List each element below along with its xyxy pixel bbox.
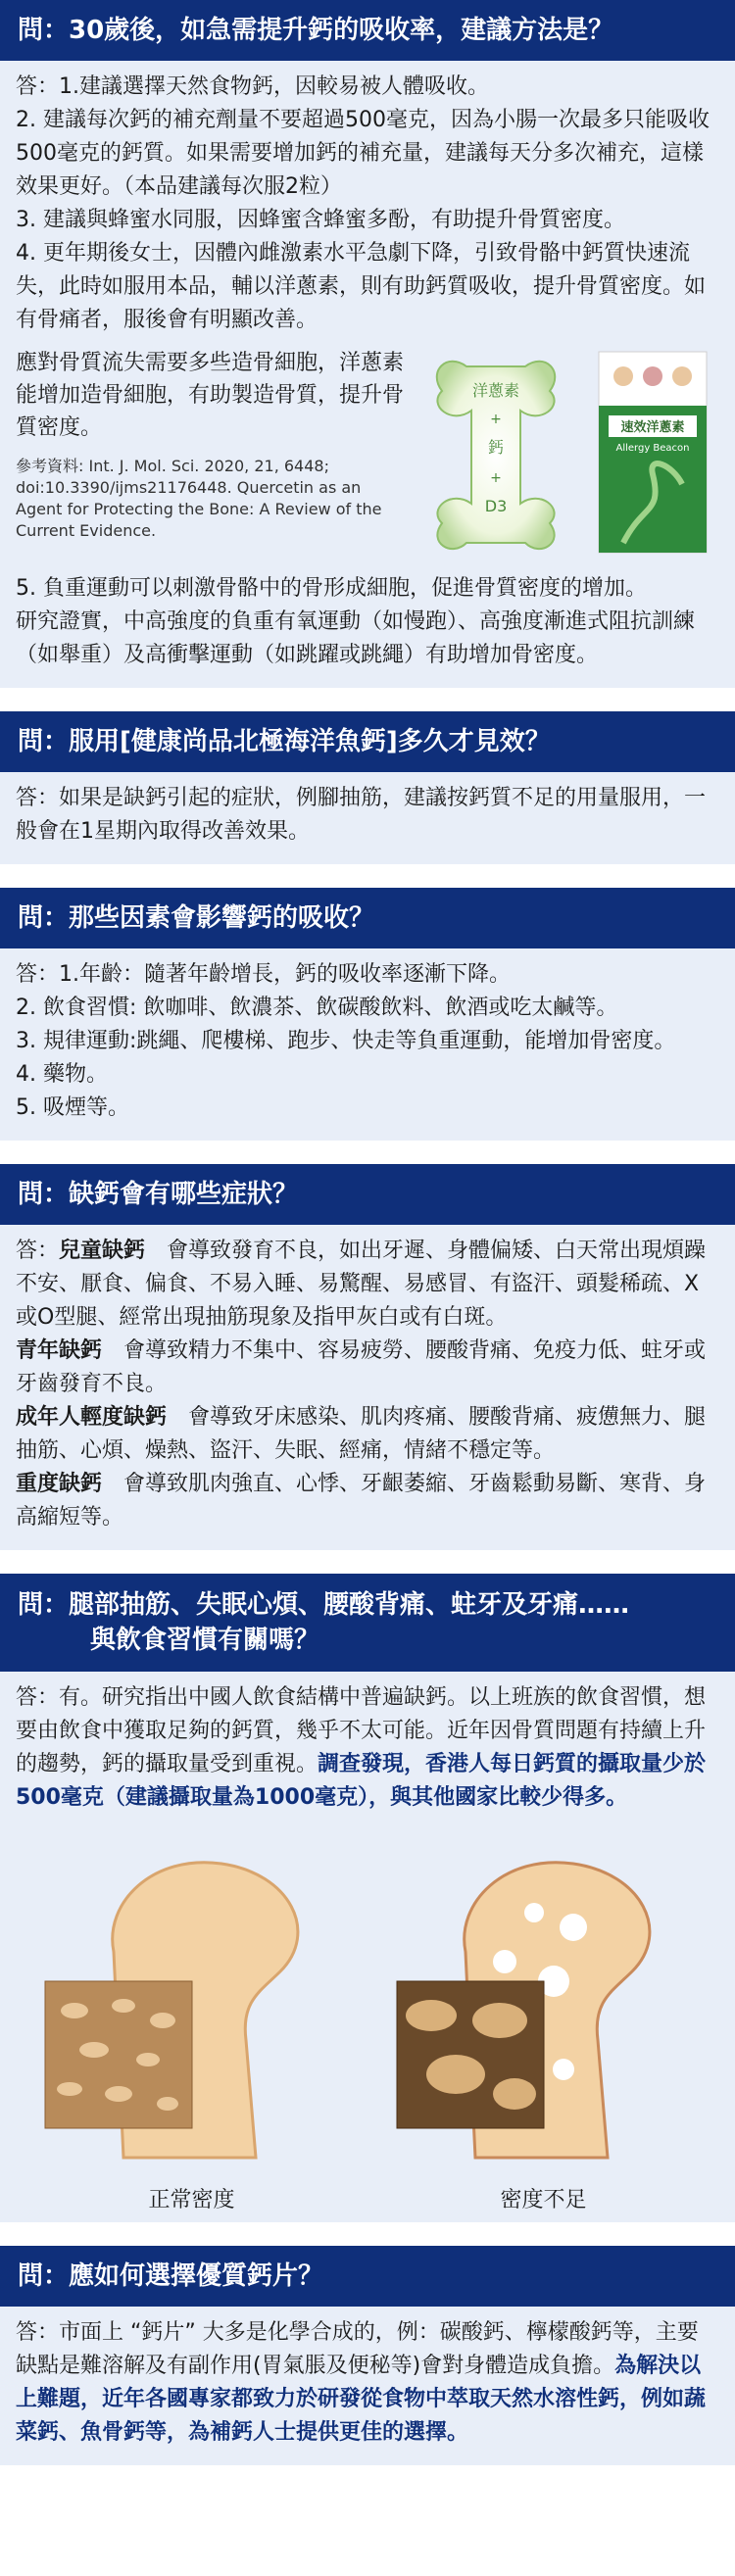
symptom-text: 會導致肌肉強直、心悸、牙齦萎縮、牙齒鬆動易斷、寒背、身高縮短等。 — [16, 1472, 707, 1530]
symptom-label: 重度缺鈣 — [16, 1472, 103, 1496]
answer-1-line: 5. 負重運動可以刺激骨骼中的骨形成細胞，促進骨質密度的增加。 — [16, 576, 647, 601]
answer-1-line: 3. 建議與蜂蜜水同服，因蜂蜜含蜂蜜多酚，有助提升骨質密度。 — [16, 208, 625, 232]
question-5-title-line1: 問：腿部抽筋、失眠心煩、腰酸背痛、蛀牙及牙痛…… — [18, 1590, 630, 1620]
normal-density-figure — [35, 1834, 349, 2212]
figure-text — [16, 347, 408, 542]
question-3-title: 問：那些因素會影響鈣的吸收？ — [0, 888, 735, 948]
bone-word: 鈣 — [487, 438, 505, 457]
bone-word: 洋蔥素 — [471, 381, 520, 400]
symptom-label: 成年人輕度缺鈣 — [16, 1405, 168, 1430]
symptom-item — [16, 1235, 719, 1335]
caption-normal: 正常密度 — [148, 2188, 235, 2212]
symptom-text: 會導致發育不良，如出牙遲、身體偏矮、白天常出現煩躁不安、厭食、偏食、不易入睡、易驚醒、易感冒、有盜汗、頭髮稀疏、X或O型腿、經常出現抽筋現象及指甲灰白或有白斑。 — [16, 1239, 707, 1330]
bone-word: + — [490, 412, 502, 427]
answer-3-line: 5. 吸煙等。 — [16, 1095, 129, 1120]
answer-6 — [0, 2307, 735, 2465]
symptom-item — [16, 1335, 719, 1401]
figure-description: 應對骨質流失需要多些造骨細胞，洋蔥素能增加造骨細胞，有助製造骨質，提升骨質密度。 — [16, 351, 405, 440]
answer-1 — [0, 61, 735, 688]
answer-2-text: 答：如果是缺鈣引起的症狀，例腳抽筋，建議按鈣質不足的用量服用，一般會在1星期內取得改善效果。 — [16, 786, 707, 844]
symptom-label: 兒童缺鈣 — [59, 1239, 146, 1263]
answer-3-line: 答：1.年齡：隨著年齡增長，鈣的吸收率逐漸下降。 — [16, 962, 511, 987]
answer-5-text — [16, 1681, 719, 1815]
caption-low: 密度不足 — [500, 2188, 587, 2212]
box-label: 速效洋蔥素 — [620, 420, 685, 435]
question-6-title: 問：應如何選擇優質鈣片？ — [0, 2246, 735, 2307]
answer-1-line: 答：1.建議選擇天然食物鈣，因較易被人體吸收。 — [16, 74, 489, 99]
bone-density-figure — [16, 1834, 719, 2212]
product-box — [594, 347, 711, 558]
bone-illustration — [408, 347, 584, 562]
onion-figure-row — [16, 347, 719, 562]
answer-6-text — [16, 2316, 719, 2450]
symptom-label: 青年缺鈣 — [16, 1338, 103, 1363]
answer-5-plain: 答：有。研究指出中國人飲食結構中普遍缺鈣。以上班族的飲食習慣，想要由飲食中獲取足夠的鈣質，幾乎不太可能。近年因骨質問題有持續上升的趨勢，鈣的攝取量受到重視。 — [16, 1685, 707, 1776]
answer-1-line: 4. 更年期後女士，因體內雌激素水平急劇下降，引致骨骼中鈣質快速流失，此時如服用本品，輔以洋蔥素，則有助鈣質吸收，提升骨質密度。如有骨痛者，服後會有明顯改善。 — [16, 241, 707, 332]
answer-6-highlight: 為解決以上難題，近年各國專家都致力於研發從食物中萃取天然水溶性鈣，例如蔬菜鈣、魚骨鈣等，為補鈣人士提供更佳的選擇。 — [16, 2354, 707, 2445]
answer-1-line: 2. 建議每次鈣的補充劑量不要超過500毫克，因為小腸一次最多只能吸收500毫克的鈣質。如果需要增加鈣的補充量，建議每天分多次補充，這樣效果更好。（本品建議每次服2粒） — [16, 108, 710, 199]
answer-prefix: 答： — [16, 1239, 60, 1263]
box-sublabel: Allergy Beacon — [615, 443, 690, 454]
bone-word: + — [490, 470, 502, 486]
answer-3-line: 4. 藥物。 — [16, 1062, 108, 1087]
answer-5 — [0, 1672, 735, 2222]
bone-word: D3 — [484, 497, 508, 515]
answer-5-highlight: 調查發現，香港人每日鈣質的攝取量少於500毫克（建議攝取量為1000毫克），與其他國家比較少得多。 — [16, 1752, 707, 1810]
question-4-title: 問：缺鈣會有哪些症狀？ — [0, 1164, 735, 1225]
symptom-item — [16, 1468, 719, 1534]
figure-reference: 參考資料: Int. J. Mol. Sci. 2020, 21, 6448; doi:10.3390/ijms21176448. Quercetin as an Agent for Protecting the Bone: A Review of the Current Evidence. — [16, 457, 382, 540]
symptom-item — [16, 1401, 719, 1468]
answer-3-line: 2. 飲食習慣: 飲咖啡、飲濃茶、飲碳酸飲料、飲酒或吃太鹹等。 — [16, 996, 618, 1020]
answer-1-line: 研究證實，中高強度的負重有氧運動（如慢跑）、高強度漸進式阻抗訓練（如舉重）及高衝擊運動（如跳躍或跳繩）有助增加骨密度。 — [16, 609, 696, 667]
question-5-title — [0, 1574, 735, 1672]
answer-2 — [0, 772, 735, 864]
answer-3-line: 3. 規律運動:跳繩、爬樓梯、跑步、快走等負重運動，能增加骨密度。 — [16, 1029, 676, 1053]
symptom-text: 會導致精力不集中、容易疲勞、腰酸背痛、免疫力低、蛀牙或牙齒發育不良。 — [16, 1338, 707, 1396]
low-density-figure — [387, 1834, 701, 2212]
answer-4 — [0, 1225, 735, 1550]
question-2-title: 問：服用[健康尚品北極海洋魚鈣]多久才見效？ — [0, 711, 735, 772]
question-1-title: 問：30歲後，如急需提升鈣的吸收率，建議方法是？ — [0, 0, 735, 61]
question-5-title-line2: 與飲食習慣有關嗎？ — [90, 1626, 320, 1655]
symptom-text: 會導致牙床感染、肌肉疼痛、腰酸背痛、疲憊無力、腿抽筋、心煩、燥熱、盜汗、失眠、經痛，情緒不穩定等。 — [16, 1405, 707, 1463]
answer-6-plain: 答：市面上 “鈣片” 大多是化學合成的，例：碳酸鈣、檸檬酸鈣等，主要缺點是難溶解及有副作用(胃氣脹及便秘等)會對身體造成負擔。 — [16, 2320, 699, 2378]
answer-3 — [0, 948, 735, 1141]
